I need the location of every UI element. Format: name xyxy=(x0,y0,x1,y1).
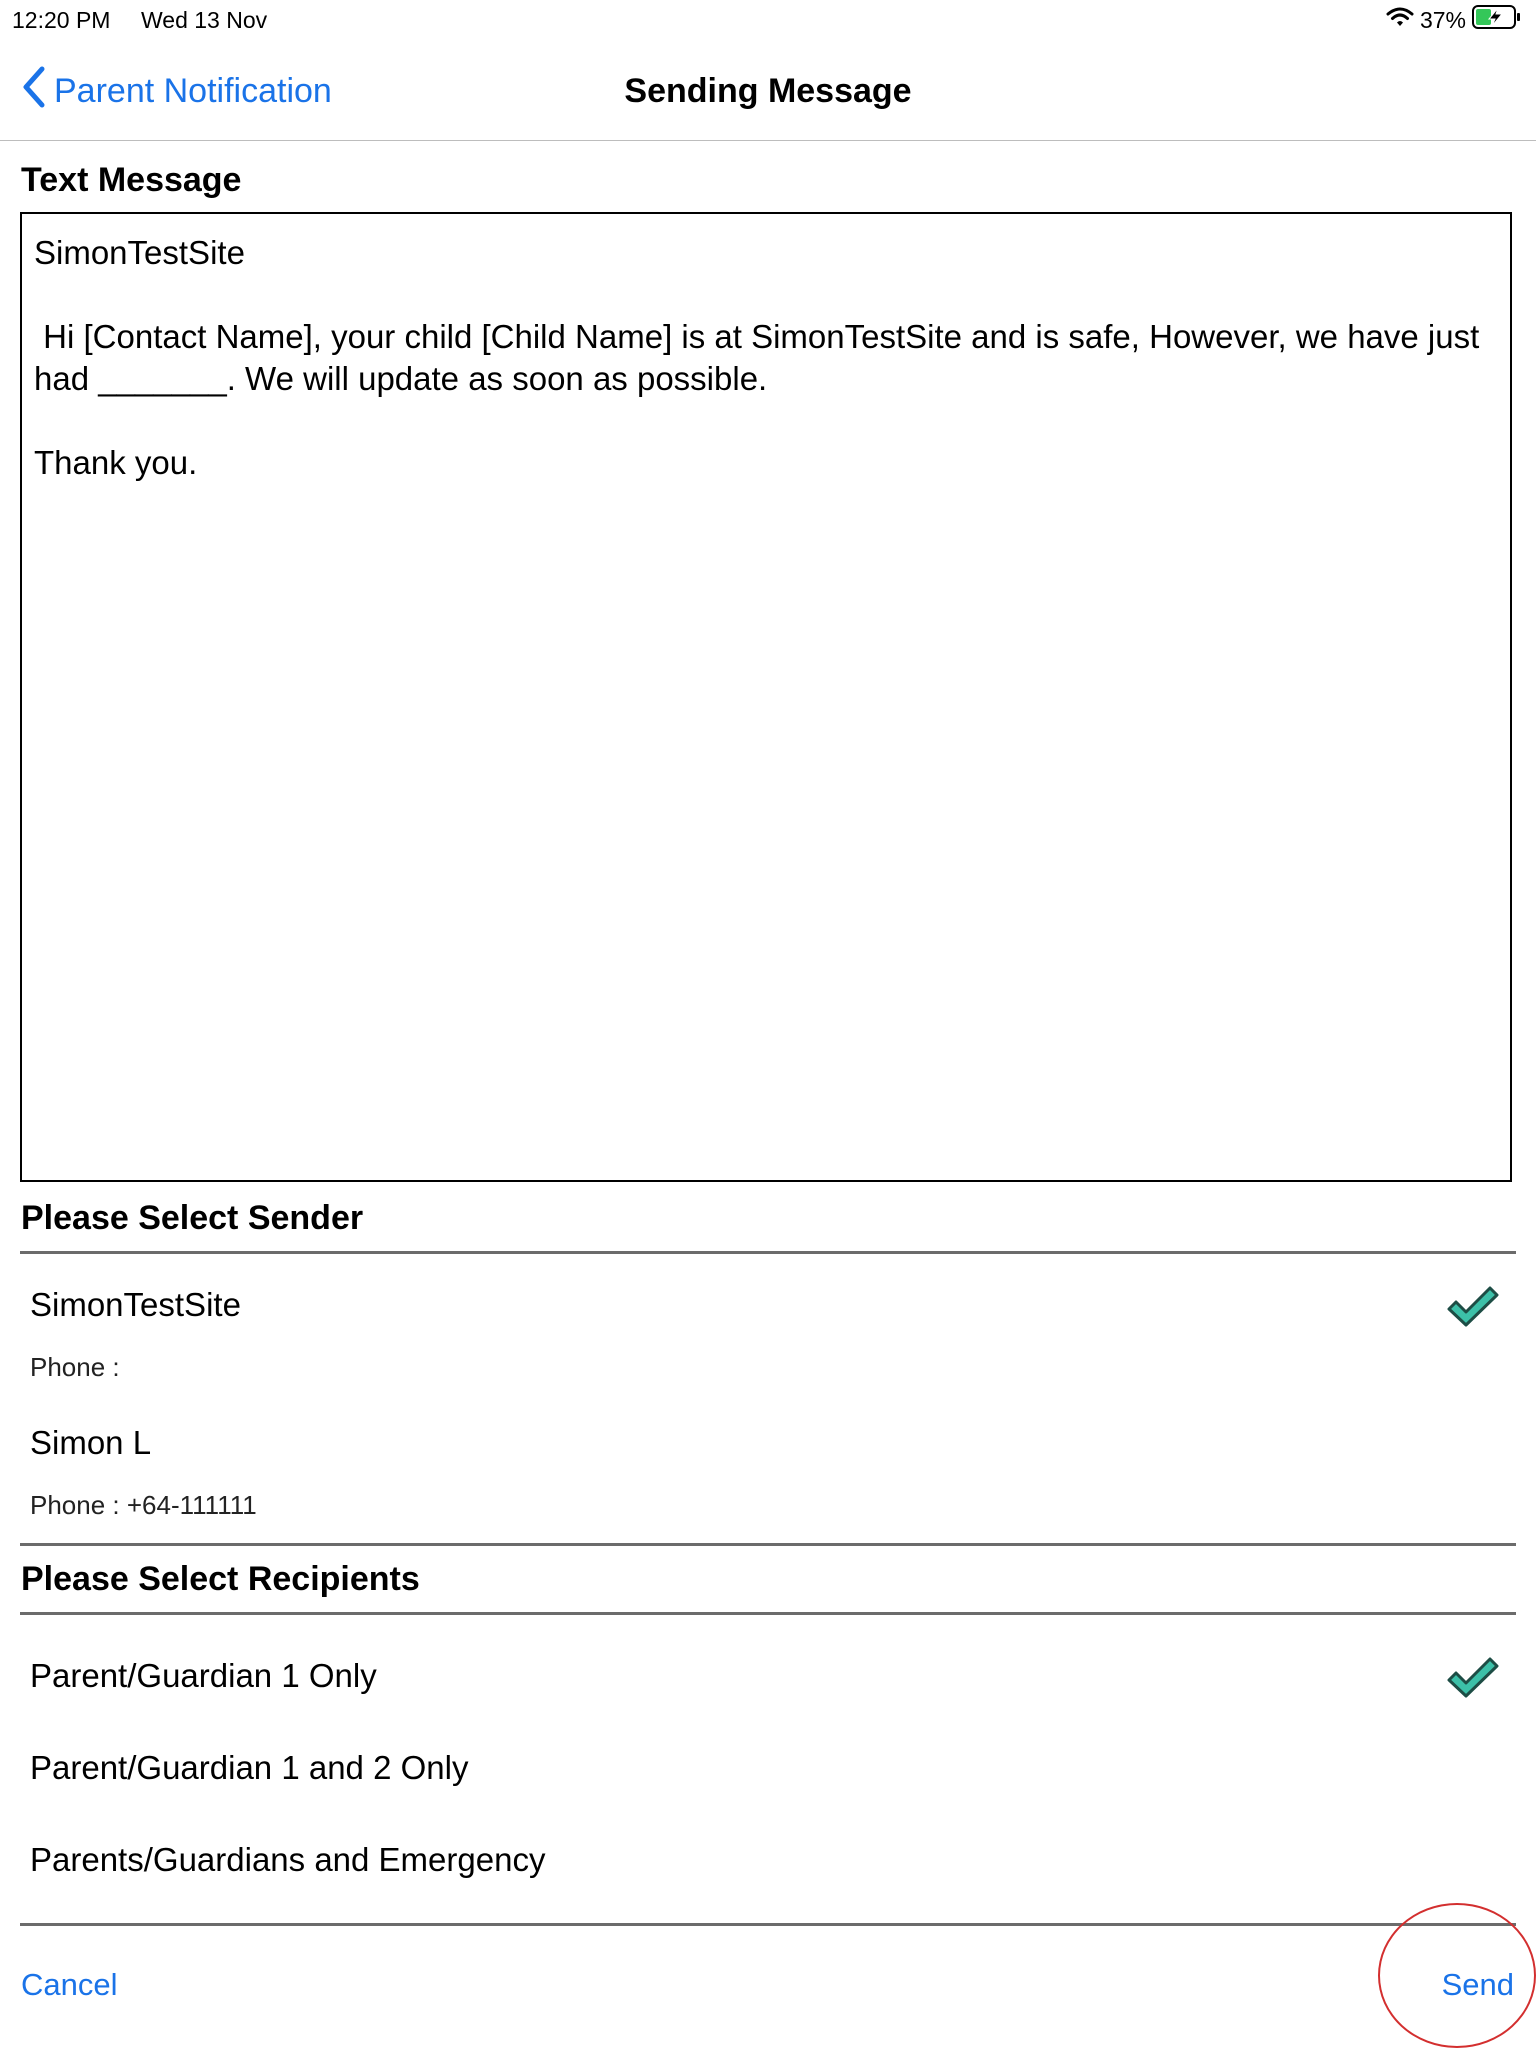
recipients-header: Please Select Recipients xyxy=(21,1560,420,1598)
sender-option-simon-l[interactable]: Simon L xyxy=(30,1424,152,1461)
send-button[interactable]: Send xyxy=(1441,1967,1514,2002)
checkmark-icon xyxy=(1446,1654,1500,1700)
page-title: Sending Message xyxy=(624,72,912,110)
text-message-header: Text Message xyxy=(21,161,242,199)
recipients-divider xyxy=(20,1612,1516,1615)
recipients-bottom-divider xyxy=(20,1923,1516,1926)
battery-percent: 37% xyxy=(1419,6,1466,33)
nav-divider xyxy=(0,140,1536,141)
recipient-option-guardians-and-emergency[interactable]: Parents/Guardians and Emergency xyxy=(30,1841,546,1878)
sender-phone-simon-l: Phone : +64-111111 xyxy=(30,1490,257,1520)
recipient-option-guardian-1[interactable]: Parent/Guardian 1 Only xyxy=(30,1657,377,1694)
wifi-icon xyxy=(1386,6,1414,34)
send-highlight-circle xyxy=(1378,1903,1536,2048)
recipient-option-guardian-1-and-2[interactable]: Parent/Guardian 1 and 2 Only xyxy=(30,1749,469,1786)
sender-divider xyxy=(20,1251,1516,1254)
sender-header: Please Select Sender xyxy=(21,1199,364,1237)
checkmark-icon xyxy=(1446,1283,1500,1329)
back-button-label: Parent Notification xyxy=(54,71,332,110)
sender-option-simontestsite[interactable]: SimonTestSite xyxy=(30,1286,241,1323)
battery-charging-icon xyxy=(1472,5,1522,35)
sender-bottom-divider xyxy=(20,1543,1516,1546)
sender-phone-simontestsite: Phone : xyxy=(30,1352,120,1382)
status-time: 12:20 PM xyxy=(12,7,111,33)
message-text-area[interactable]: SimonTestSite Hi [Contact Name], your child [Child Name] is at SimonTestSite and is safe, However, we have just had _______. We will update as soon as possible. Thank you. xyxy=(20,212,1512,1182)
status-indicators xyxy=(1386,6,1522,34)
cancel-button[interactable]: Cancel xyxy=(21,1967,118,2002)
status-date: Wed 13 Nov xyxy=(141,7,268,33)
